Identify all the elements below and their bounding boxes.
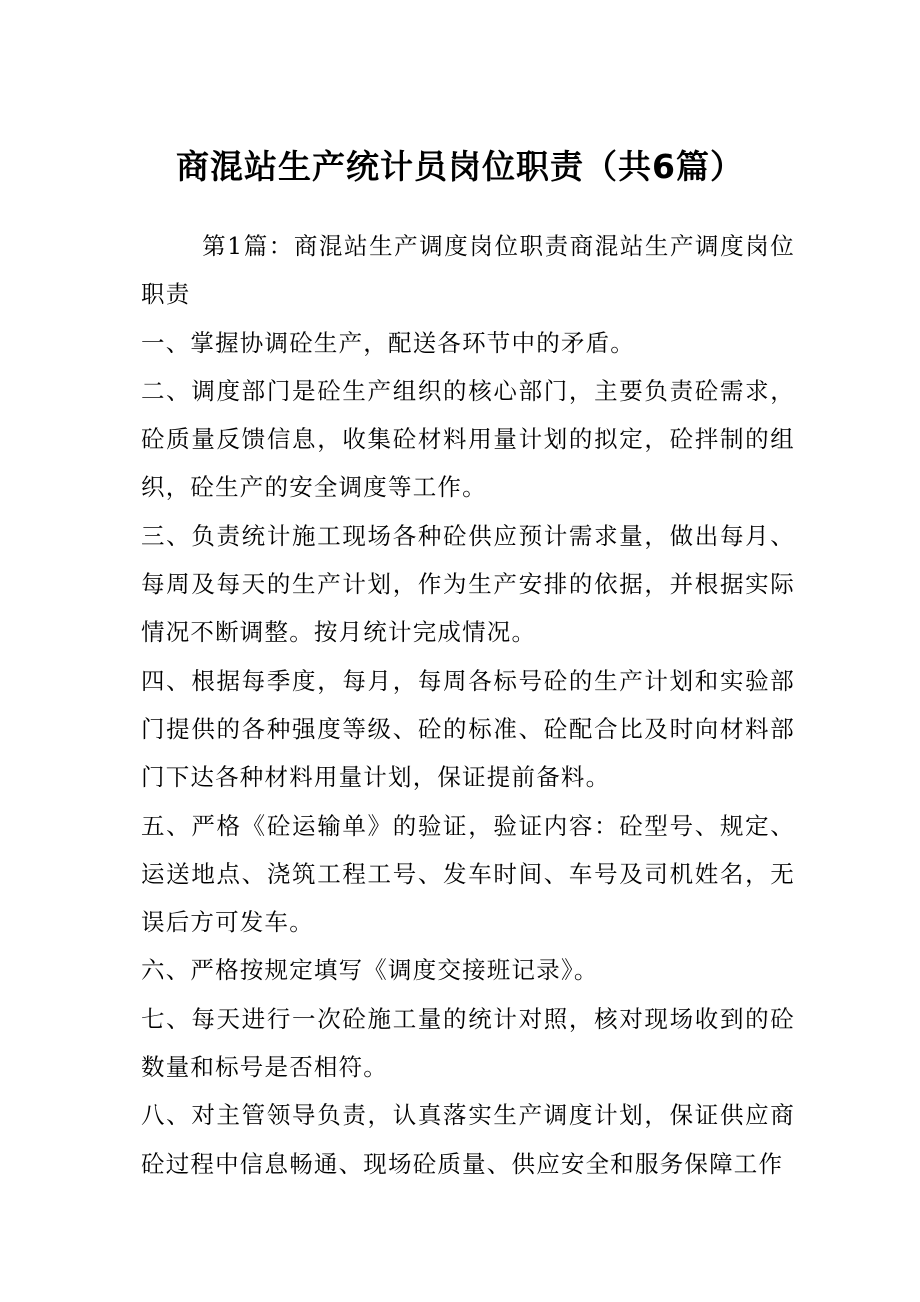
paragraph-item-3: 三、负责统计施工现场各种砼供应预计需求量，做出每月、每周及每天的生产计划，作为生产安排的依据，并根据实际情况不断调整。按月统计完成情况。: [141, 521, 795, 647]
paragraph-item-4: 四、根据每季度，每月，每周各标号砼的生产计划和实验部门提供的各种强度等级、砼的标准、砼配合比及时向材料部门下达各种材料用量计划，保证提前备料。: [141, 666, 795, 792]
paragraph-item-7: 七、每天进行一次砼施工量的统计对照，核对现场收到的砼数量和标号是否相符。: [141, 1004, 795, 1082]
document-title: 商混站生产统计员岗位职责（共6篇）: [176, 147, 744, 186]
paragraph-item-2: 二、调度部门是砼生产组织的核心部门，主要负责砼需求，砼质量反馈信息，收集砼材料用量计划的拟定，砼拌制的组织，砼生产的安全调度等工作。: [141, 376, 795, 502]
paragraph-heading: 第1篇：商混站生产调度岗位职责商混站生产调度岗位职责: [141, 232, 795, 309]
paragraph-item-6: 六、严格按规定填写《调度交接班记录》。: [141, 956, 599, 985]
paragraph-item-5: 五、严格《砼运输单》的验证，验证内容：砼型号、规定、运送地点、浇筑工程工号、发车时间、车号及司机姓名，无误后方可发车。: [141, 811, 795, 937]
paragraph-item-1: 一、掌握协调砼生产，配送各环节中的矛盾。: [141, 328, 635, 357]
document-body: [141, 222, 795, 1188]
paragraph-item-8: 八、对主管领导负责，认真落实生产调度计划，保证供应商砼过程中信息畅通、现场砼质量、供应安全和服务保障工作: [141, 1101, 795, 1178]
